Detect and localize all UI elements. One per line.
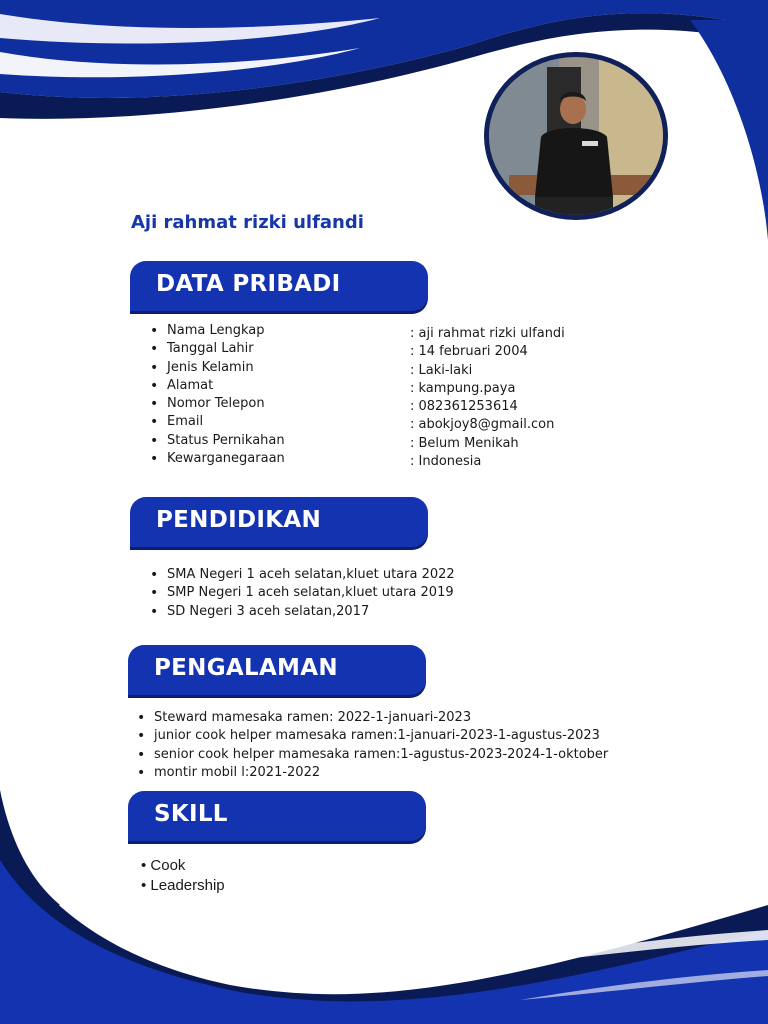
experience-list [135, 709, 608, 782]
field-value: : kampung.paya [410, 380, 516, 396]
section-title: PENDIDIKAN [156, 507, 321, 533]
field-label: • Status Pernikahan [148, 432, 285, 450]
section-header-data-pribadi [130, 261, 428, 311]
section-title: SKILL [154, 801, 228, 827]
person-photo-icon [489, 57, 663, 215]
field-label: • Nama Lengkap [148, 322, 285, 340]
skill-list [141, 856, 225, 896]
field-label: • Email [148, 413, 285, 431]
personal-data-labels [148, 322, 285, 468]
field-label: • Jenis Kelamin [148, 359, 285, 377]
field-value: : abokjoy8@gmail.con [410, 417, 555, 433]
section-title: PENGALAMAN [154, 655, 338, 681]
list-item: • SMA Negeri 1 aceh selatan,kluet utara 2022 [148, 566, 455, 584]
education-list [148, 566, 455, 621]
field-value: : Indonesia [410, 454, 482, 470]
list-item: • Steward mamesaka ramen: 2022-1-januari-2023 [135, 709, 608, 727]
field-value: : Belum Menikah [410, 435, 519, 451]
section-header-pendidikan [130, 497, 428, 547]
profile-photo [484, 52, 668, 220]
person-name: Aji rahmat rizki ulfandi [131, 212, 364, 233]
field-label: • Tanggal Lahir [148, 340, 285, 358]
section-header-skill [128, 791, 426, 841]
field-label: • Alamat [148, 377, 285, 395]
field-value: : 082361253614 [410, 399, 518, 415]
field-label: • Nomor Telepon [148, 395, 285, 413]
list-item: • Leadership [141, 877, 225, 894]
field-value: : Laki-laki [410, 362, 473, 378]
personal-data-values [410, 325, 565, 471]
list-item: • SMP Negeri 1 aceh selatan,kluet utara 2019 [148, 584, 455, 602]
section-title: DATA PRIBADI [156, 271, 341, 297]
list-item: • Cook [141, 857, 186, 874]
field-value: : 14 februari 2004 [410, 344, 528, 360]
list-item: • senior cook helper mamesaka ramen:1-agustus-2023-2024-1-oktober [135, 746, 608, 764]
list-item: • montir mobil l:2021-2022 [135, 764, 608, 782]
section-header-pengalaman [128, 645, 426, 695]
field-value: : aji rahmat rizki ulfandi [410, 326, 565, 341]
list-item: • junior cook helper mamesaka ramen:1-januari-2023-1-agustus-2023 [135, 727, 608, 745]
list-item: • SD Negeri 3 aceh selatan,2017 [148, 603, 455, 621]
field-label: • Kewarganegaraan [148, 450, 285, 468]
